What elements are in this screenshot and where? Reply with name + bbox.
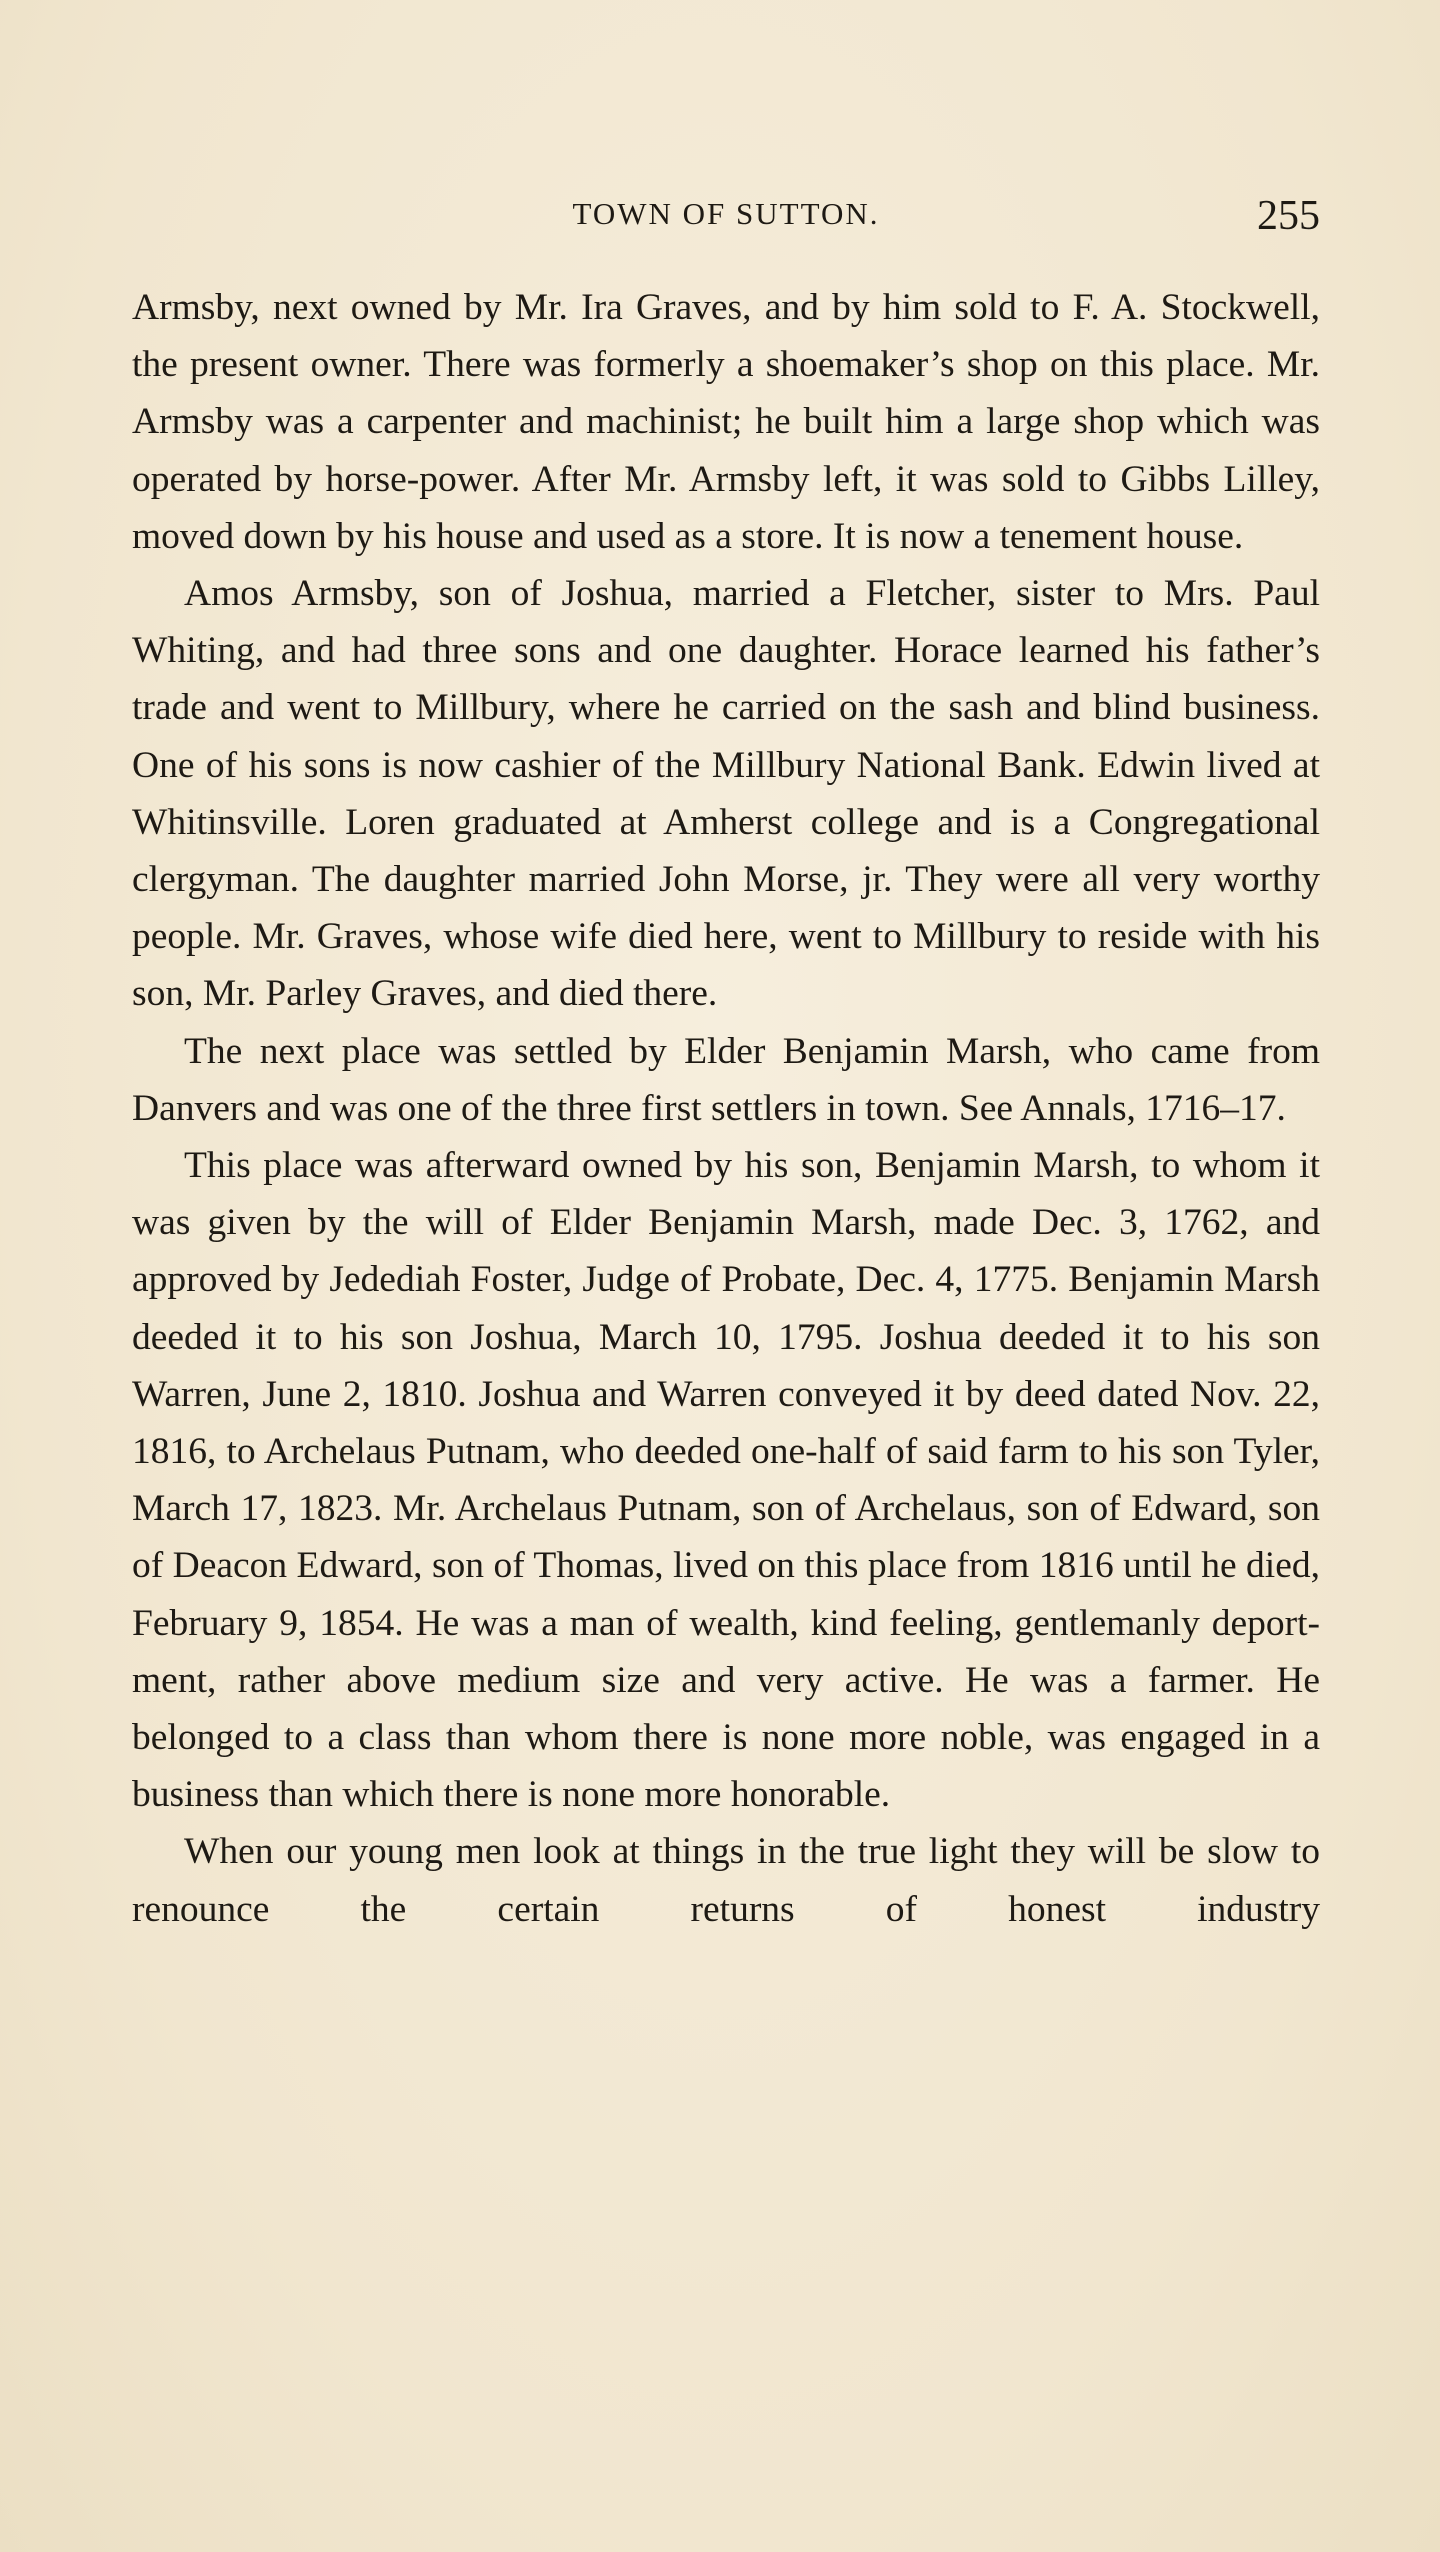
paragraph-amos-armsby: Amos Armsby, son of Joshua, married a Fletcher, sister to Mrs. Paul Whiting, and had three sons and one daughter. Horace learned his father’s trade and went to Millbury, where he carried on the sash and blind business. One of his sons is now cashier of the Millbury National Bank. Edwin lived at Whitinsville. Loren graduated at Amherst college and is a Congregational clergyman. The daughter married John Morse, jr. They were all very worthy people. Mr. Graves, whose wife died here, went to Millbury to reside with his son, Mr. Parley Graves, and died there. (132, 573, 1320, 1015)
running-head (132, 192, 1320, 248)
paragraph-elder-marsh: The next place was settled by Elder Benjamin Marsh, who came from Danvers and was one of the three first settlers in town. See Annals, 1716–17. (132, 1030, 1320, 1129)
body-text (132, 279, 1320, 1938)
running-title: TOWN OF SUTTON. (572, 196, 880, 231)
page-number: 255 (1257, 193, 1320, 239)
paragraph-marsh-putnam-deeds: This place was afterward owned by his son, Benjamin Marsh, to whom it was given by the will of Elder Benjamin Marsh, made Dec. 3, 1762, and approved by Jedediah Foster, Judge of Probate, Dec. 4, 1775. Benjamin Marsh deeded it to his son Joshua, March 10, 1795. Joshua deeded it to his son Warren, June 2, 1810. Joshua and Warren conveyed it by deed dated Nov. 22, 1816, to Archelaus Putnam, who deeded one-half of said farm to his son Tyler, March 17, 1823. Mr. Archelaus Putnam, son of Archelaus, son of Edward, son of Deacon Edward, son of Thomas, lived on this place from 1816 until he died, February 9, 1854. He was a man of wealth, kind feeling, gentlemanly deport-ment, rather above medium size and very active. He was a farmer. He belonged to a class than whom there is none more noble, was engaged in a business than which there is none more honorable. (132, 1145, 1320, 1816)
paragraph-young-men: When our young men look at things in the true light they will be slow to renounce the certain returns of honest industry (132, 1831, 1320, 1930)
paragraph-armsby-shop: Armsby, next owned by Mr. Ira Graves, and by him sold to F. A. Stockwell, the present owner. There was formerly a shoemaker’s shop on this place. Mr. Armsby was a carpenter and machinist; he built him a large shop which was operated by horse-power. After Mr. Armsby left, it was sold to Gibbs Lilley, moved down by his house and used as a store. It is now a tenement house. (132, 287, 1320, 557)
